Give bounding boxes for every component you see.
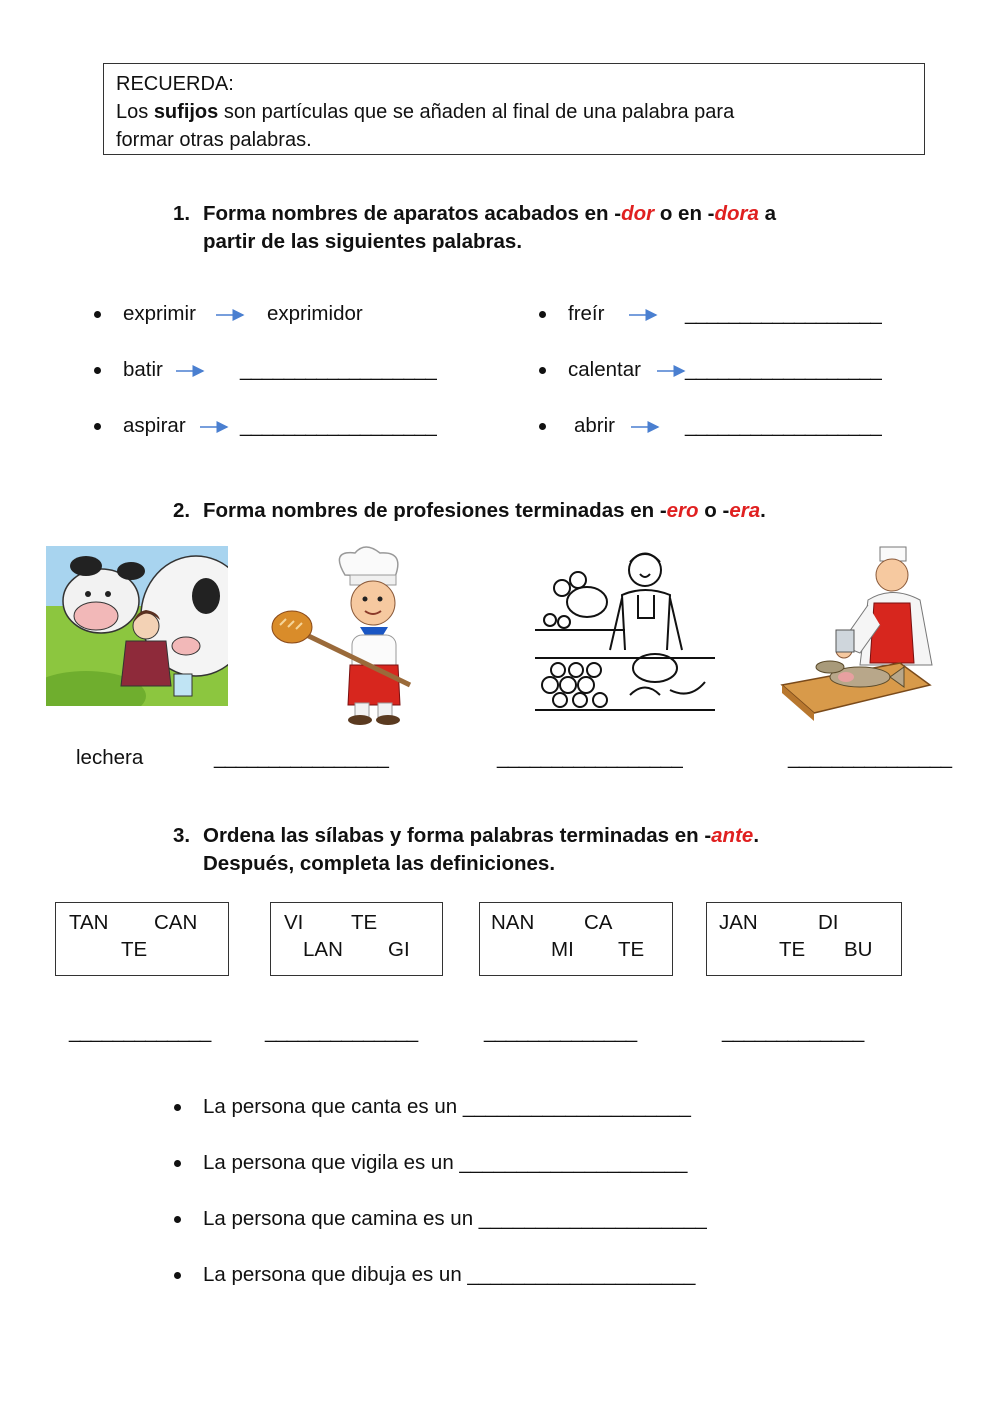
answer-blank-aspirar[interactable]: __________________	[240, 414, 437, 437]
suffix-dor: dor	[621, 202, 655, 225]
syllable: TE	[121, 938, 148, 961]
arrow-icon	[656, 365, 686, 377]
answer-blank-word-1[interactable]: _____________	[69, 1020, 211, 1043]
syllable: BU	[844, 938, 873, 961]
answer-blank-profession-4[interactable]: _______________	[788, 746, 952, 769]
bullet	[94, 311, 101, 318]
suffix-era: era	[729, 499, 761, 522]
syllable: TE	[351, 911, 378, 934]
syllable: TAN	[69, 911, 109, 934]
definition-4[interactable]: La persona que dibuja es un ____________________	[203, 1263, 696, 1286]
syllable: JAN	[719, 911, 758, 934]
arrow-icon	[630, 421, 660, 433]
answer-blank-word-3[interactable]: ______________	[484, 1020, 637, 1043]
bullet	[94, 367, 101, 374]
exercise-2-text: Forma nombres de profesiones terminadas en -ero o -era.	[203, 499, 766, 522]
answer-blank-freir[interactable]: __________________	[685, 302, 882, 325]
syllable: LAN	[303, 938, 343, 961]
milkmaid-cow-illustration	[46, 546, 228, 706]
suffix-ero: ero	[666, 499, 699, 522]
suffix-ante: ante	[711, 824, 754, 847]
word-freir: freír	[568, 302, 605, 325]
exercise-2-number: 2.	[173, 499, 191, 522]
syllable: TE	[618, 938, 645, 961]
answer-exprimir: exprimidor	[267, 302, 363, 325]
word-exprimir: exprimir	[123, 302, 196, 325]
syllable-box-4	[706, 902, 902, 976]
arrow-icon	[199, 421, 229, 433]
syllable: NAN	[491, 911, 535, 934]
syllable: DI	[818, 911, 839, 934]
reminder-line-2: formar otras palabras.	[116, 129, 312, 151]
syllable-box-1	[55, 902, 229, 976]
exercise-2-heading	[173, 497, 893, 527]
syllable-box-2	[270, 902, 443, 976]
answer-blank-word-4[interactable]: _____________	[722, 1020, 864, 1043]
bullet	[174, 1272, 181, 1279]
answer-blank-profession-3[interactable]: _________________	[497, 746, 683, 769]
bullet	[539, 367, 546, 374]
bullet	[174, 1160, 181, 1167]
word-abrir: abrir	[574, 414, 616, 437]
baker-illustration	[270, 545, 430, 725]
syllable: GI	[388, 938, 410, 961]
arrow-icon	[215, 309, 245, 321]
reminder-bold-word: sufijos	[153, 101, 219, 123]
bullet	[174, 1216, 181, 1223]
answer-lechera: lechera	[76, 746, 144, 769]
answer-blank-word-2[interactable]: ______________	[265, 1020, 418, 1043]
suffix-dora: dora	[714, 202, 759, 225]
exercise-1-line-1: Forma nombres de aparatos acabados en -dor o en -dora a	[203, 202, 777, 225]
fruit-seller-illustration	[530, 540, 720, 715]
definition-3[interactable]: La persona que camina es un ____________________	[203, 1207, 707, 1230]
definition-2[interactable]: La persona que vigila es un ____________________	[203, 1151, 688, 1174]
answer-blank-abrir[interactable]: __________________	[685, 414, 882, 437]
arrow-icon	[175, 365, 205, 377]
syllable: TE	[779, 938, 806, 961]
bullet	[174, 1104, 181, 1111]
reminder-title: RECUERDA:	[116, 73, 234, 95]
exercise-3-heading	[173, 822, 863, 882]
word-calentar: calentar	[568, 358, 641, 381]
reminder-box	[103, 63, 925, 155]
syllable: CA	[584, 911, 613, 934]
bullet	[539, 423, 546, 430]
exercise-3-line-1: Ordena las sílabas y forma palabras terminadas en -ante.	[203, 824, 760, 847]
exercise-3-line-2: Después, completa las definiciones.	[203, 852, 556, 875]
arrow-icon	[628, 309, 658, 321]
answer-blank-profession-2[interactable]: ________________	[214, 746, 389, 769]
exercise-3-number: 3.	[173, 824, 191, 847]
syllable: CAN	[154, 911, 198, 934]
syllable-box-3	[479, 902, 673, 976]
exercise-1-number: 1.	[173, 202, 191, 225]
bullet	[94, 423, 101, 430]
syllable: MI	[551, 938, 574, 961]
reminder-line-1: Los sufijos son partículas que se añaden al final de una palabra para	[116, 101, 735, 123]
syllable: VI	[284, 911, 304, 934]
word-aspirar: aspirar	[123, 414, 186, 437]
definition-1[interactable]: La persona que canta es un ____________________	[203, 1095, 691, 1118]
fishmonger-illustration	[780, 545, 940, 723]
word-batir: batir	[123, 358, 163, 381]
exercise-1-line-2: partir de las siguientes palabras.	[203, 230, 523, 253]
answer-blank-batir[interactable]: __________________	[240, 358, 437, 381]
bullet	[539, 311, 546, 318]
exercise-1-heading	[173, 200, 893, 260]
answer-blank-calentar[interactable]: __________________	[685, 358, 882, 381]
